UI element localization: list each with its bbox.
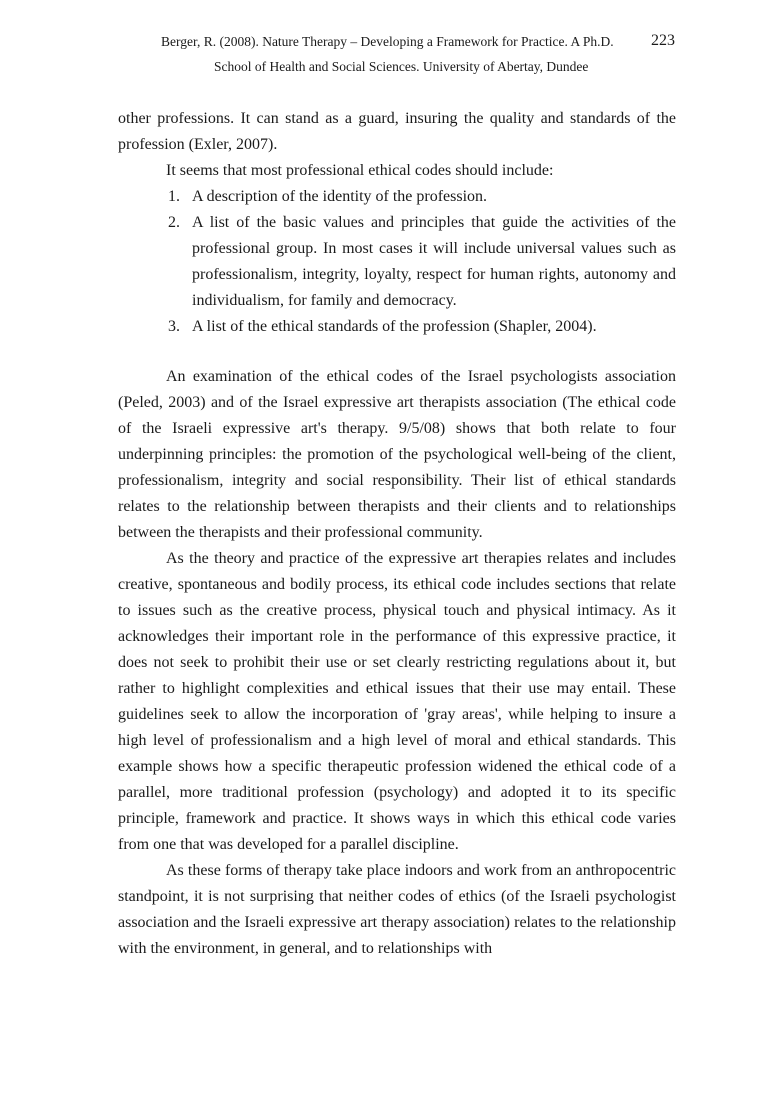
list-item (168, 314, 676, 340)
list-item (168, 210, 676, 314)
body-text (118, 106, 676, 962)
list-item (168, 184, 676, 210)
list-item-text: A list of the ethical standards of the profession (Shapler, 2004). (192, 318, 597, 335)
paragraph-indoors: As these forms of therapy take place indoors and work from an anthropocentric standpoint, it is not surprising that neither codes of ethics (of the Israeli psychologist association and the Israeli expressive art therapy association) relates to the relationship with the environment, in general, and to relationships with (118, 862, 676, 957)
list-item-number: 2. (168, 214, 180, 231)
ethical-code-list (118, 184, 676, 340)
list-item-number: 1. (168, 188, 180, 205)
list-item-text: A description of the identity of the profession. (192, 188, 488, 205)
paragraph-list-intro: It seems that most professional ethical codes should include: (166, 162, 554, 179)
paragraph-expressive-therapies: As the theory and practice of the expressive art therapies relates and includes creative, spontaneous and bodily process, its ethical code includes sections that relate to issues such as the creative process, physical touch and physical intimacy. As it acknowledges their important role in the performance of this expressive practice, it does not seek to prohibit their use or set clearly restricting regulations about it, but rather to highlight complexities and ethical issues that their use may entail. These guidelines seek to allow the incorporation of 'gray areas', while helping to insure a high level of professionalism and a high level of moral and ethical standards. This example shows how a specific therapeutic profession widened the ethical code of a parallel, more traditional profession (psychology) and adopted it to its specific principle, framework and practice. It shows ways in which this ethical code varies from one that was developed for a parallel discipline. (118, 550, 676, 853)
page-number: 223 (651, 32, 675, 49)
header-institution: School of Health and Social Sciences. University of Abertay, Dundee (214, 59, 589, 74)
list-item-text: A list of the basic values and principles that guide the activities of the professional group. In most cases it will include universal values such as professionalism, integrity, loyalty, respect for human rights, autonomy and individualism, for family and democracy. (192, 214, 676, 309)
list-item-number: 3. (168, 318, 180, 335)
header-citation: Berger, R. (2008). Nature Therapy – Developing a Framework for Practice. A Ph.D. (161, 34, 614, 49)
paragraph-gap (118, 340, 676, 364)
paragraph-continuation: other professions. It can stand as a guard, insuring the quality and standards of the profession (Exler, 2007). (118, 110, 676, 153)
paragraph-examination: An examination of the ethical codes of the Israel psychologists association (Peled, 2003) and of the Israel expressive art therapists association (The ethical code of the Israeli expressive art's therapy. 9/5/08) shows that both relate to four underpinning principles: the promotion of the psychological well-being of the client, professionalism, integrity and social responsibility. Their list of ethical standards relates to the relationship between therapists and their clients and to relationships between the therapists and their professional community. (118, 368, 676, 541)
